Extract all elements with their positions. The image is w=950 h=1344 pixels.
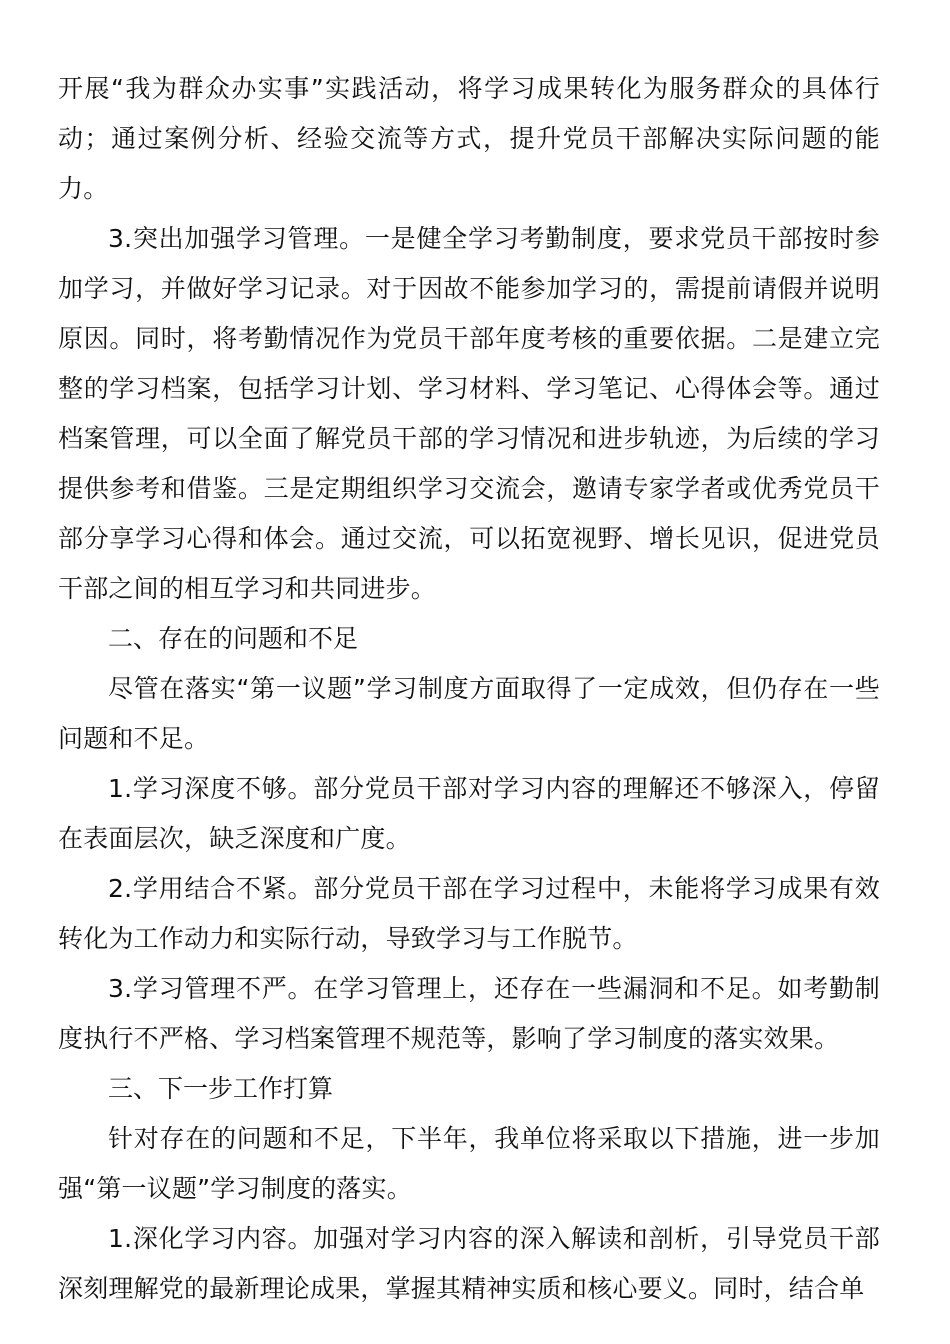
paragraph-problems-intro: 尽管在落实“第一议题”学习制度方面取得了一定成效，但仍存在一些问题和不足。 [58, 674, 880, 753]
document-body [58, 64, 880, 1314]
paragraph-problem-management: 3.学习管理不严。在学习管理上，还存在一些漏洞和不足。如考勤制度执行不严格、学习档案管理不规范等，影响了学习制度的落实效果。 [58, 974, 880, 1053]
paragraph-continuation: 开展“我为群众办实事”实践活动，将学习成果转化为服务群众的具体行动；通过案例分析、经验交流等方式，提升党员干部解决实际问题的能力。 [58, 74, 880, 203]
section-heading-problems: 二、存在的问题和不足 [108, 624, 359, 653]
paragraph-study-management: 3.突出加强学习管理。一是健全学习考勤制度，要求党员干部按时参加学习，并做好学习记录。对于因故不能参加学习的，需提前请假并说明原因。同时，将考勤情况作为党员干部年度考核的重要依据。二是建立完整的学习档案，包括学习计划、学习材料、学习笔记、心得体会等。通过档案管理，可以全面了解党员干部的学习情况和进步轨迹，为后续的学习提供参考和借鉴。三是定期组织学习交流会，邀请专家学者或优秀党员干部分享学习心得和体会。通过交流，可以拓宽视野、增长见识，促进党员干部之间的相互学习和共同进步。 [58, 224, 880, 603]
paragraph-deepen-content: 1.深化学习内容。加强对学习内容的深入解读和剖析，引导党员干部深刻理解党的最新理论成果，掌握其精神实质和核心要义。同时，结合单 [58, 1224, 880, 1303]
paragraph-problem-depth: 1.学习深度不够。部分党员干部对学习内容的理解还不够深入，停留在表面层次，缺乏深度和广度。 [58, 774, 880, 853]
paragraph-problem-application: 2.学用结合不紧。部分党员干部在学习过程中，未能将学习成果有效转化为工作动力和实际行动，导致学习与工作脱节。 [58, 874, 880, 953]
section-heading-next-steps: 三、下一步工作打算 [108, 1074, 334, 1103]
paragraph-next-steps-intro: 针对存在的问题和不足，下半年，我单位将采取以下措施，进一步加强“第一议题”学习制度的落实。 [58, 1124, 880, 1203]
